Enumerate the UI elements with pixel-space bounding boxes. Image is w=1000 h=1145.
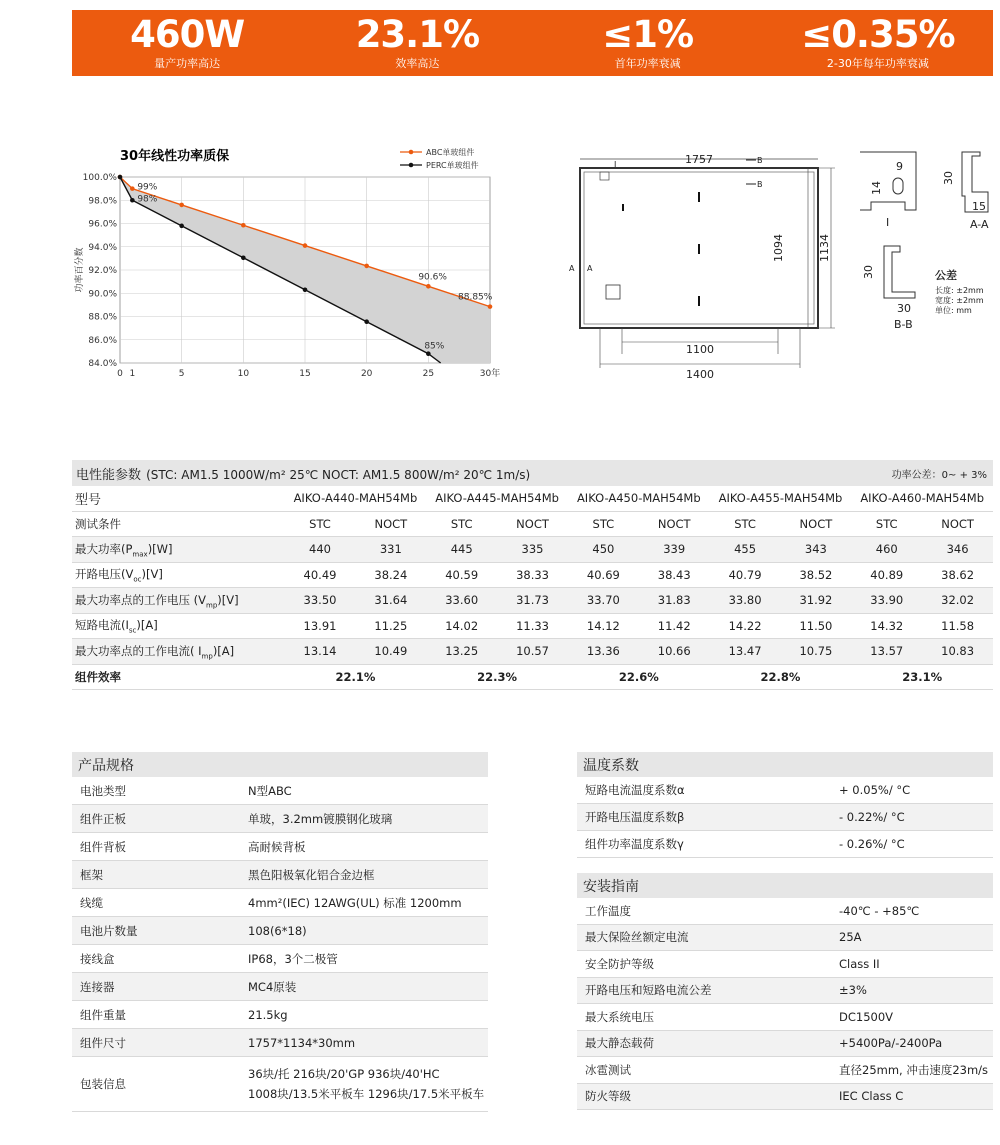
electrical-title: 电性能参数 [76,467,142,483]
data-label: 99% [137,182,158,193]
table-row [72,588,993,614]
table-cell: 38.33 [516,567,549,582]
table-cell: 14.32 [870,618,904,633]
dim-bb-30w: 30 [897,302,911,315]
series-point-0 [130,186,135,191]
series-point-1 [118,175,123,180]
x-tick-label: 0 [117,369,123,379]
install-key: 安全防护等级 [585,956,654,971]
cond-stc: STC [734,516,756,531]
power-tolerance: 功率公差：0~ + 3% [891,469,987,481]
series-point-1 [364,319,369,324]
y-tick-label: 88.0% [88,312,117,323]
dim-inner-height: 1094 [772,234,785,262]
spec-value-line: 108(6*18) [248,923,307,938]
series-point-1 [130,198,135,203]
stat-annual-degradation [763,10,993,76]
temperature-table [577,752,993,858]
section-title: 安装指南 [577,873,993,898]
electrical-rows [72,537,993,665]
cond-noct: NOCT [374,516,408,531]
spec-key: 电池类型 [80,783,126,798]
install-key: 冰雹测试 [585,1062,631,1077]
section-a-label: A [587,264,593,273]
row-label: 最大功率点的工作电流( $I_{mp})[A]$ [75,643,235,660]
temp-row [577,804,993,831]
install-row [577,925,993,952]
efficiency-value: 22.1% [335,669,376,684]
spec-row [72,1001,488,1029]
spec-value-line: 21.5kg [248,1007,288,1022]
cond-noct: NOCT [799,516,833,531]
spec-key: 组件正板 [80,811,126,826]
spec-rows [72,777,488,1112]
table-cell: 31.73 [516,593,549,608]
spec-row [72,1029,488,1057]
dim-height: 1134 [818,234,831,262]
table-cell: 31.83 [657,593,691,608]
temp-value: + 0.05%/ °C [839,783,911,797]
spec-value [248,809,488,829]
dim-width: 1757 [685,153,713,166]
legend-marker [409,163,414,168]
spec-key: 连接器 [80,979,115,994]
install-value: ±3% [839,983,867,998]
temp-rows [577,777,993,858]
row-label: 短路电流$(I_{sc})[A]$ [75,618,158,635]
table-row [72,537,993,563]
dim-i-14: 14 [870,181,883,195]
tolerance-width: 宽度: ±2mm [935,296,984,305]
cond-noct: NOCT [516,516,549,531]
install-key: 防火等级 [585,1089,631,1104]
x-tick-label: 25 [422,369,435,379]
stat-label: 首年功率衰减 [614,57,681,70]
row-label-subscript: mp [206,600,218,609]
temp-row [577,777,993,804]
spec-value-line: 36块/托 216块/20'GP 936块/40'HC [248,1067,440,1081]
series-point-0 [488,304,493,309]
row-label: 型号 [75,492,102,508]
stat-value: ≤0.35% [801,13,955,56]
table-cell: 40.69 [586,567,620,582]
section-bb-name: B-B [894,318,913,331]
mount-slot [698,296,700,306]
cond-stc: STC [875,516,898,531]
table-cell: 33.50 [303,593,337,608]
install-value: DC1500V [839,1009,894,1024]
electrical-header [72,460,993,486]
section-bb-drawing [884,246,915,298]
spec-value-line: MC4原装 [248,979,297,994]
efficiency-value: 22.8% [760,669,801,684]
spec-value-line: IP68，3个二极管 [248,951,338,966]
row-label-subscript: sc [128,626,137,635]
row-label: 最大功率点的工作电压 $(V_{mp})[V]$ [75,592,239,609]
spec-key: 组件重量 [80,1007,126,1022]
table-row-efficiency [72,665,993,691]
section-title: 温度系数 [577,752,993,777]
series-point-0 [364,264,369,269]
spec-value [248,865,488,885]
data-label: 98% [137,194,158,205]
install-row [577,1031,993,1058]
table-cell: 10.57 [516,644,549,659]
warranty-chart [60,140,520,390]
row-label: 最大功率$(P_{max})[W]$ [75,541,173,558]
mount-slot [698,244,700,254]
stat-value: 23.1% [355,13,480,56]
table-cell: 31.64 [374,593,408,608]
table-cell: 450 [592,542,615,557]
table-cell: 31.92 [799,593,833,608]
spec-row [72,945,488,973]
series-point-1 [179,224,184,229]
module-drawing-svg [560,140,1000,390]
spec-value [248,837,488,857]
spec-row [72,861,488,889]
spec-row [72,777,488,805]
chart-title: 30年线性功率质保 [120,149,230,164]
spec-key: 框架 [80,867,103,882]
temp-value: - 0.22%/ °C [839,810,905,824]
table-cell: 38.62 [941,567,975,582]
stat-first-year-degradation [533,10,763,76]
table-cell: 460 [875,542,898,557]
table-cell: 38.24 [374,567,408,582]
electrical-title-group [76,464,530,483]
dim-mount-width: 1400 [686,368,714,381]
spec-row [72,805,488,833]
table-cell: 13.47 [728,644,762,659]
table-row [72,563,993,589]
spec-value [248,921,488,941]
spec-value [248,977,488,997]
table-cell: 10.75 [799,644,833,659]
install-row [577,898,993,925]
temp-key: 短路电流温度系数α [585,783,685,797]
row-label: 组件效率 [75,669,121,684]
table-cell: 11.50 [799,618,833,633]
install-row [577,1057,993,1084]
table-cell: 455 [734,542,757,557]
cond-noct: NOCT [657,516,691,531]
row-label: 开路电压$(V_{oc})[V]$ [75,567,163,584]
temp-row [577,831,993,858]
table-cell: 10.66 [657,644,691,659]
y-tick-label: 96.0% [88,219,117,230]
cond-noct: NOCT [941,516,974,531]
series-point-0 [426,284,431,289]
table-cell: 343 [804,542,827,557]
efficiency-value: 23.1% [902,669,943,684]
mount-slot [622,204,624,211]
spec-row [72,889,488,917]
spec-row [72,833,488,861]
table-cell: 40.49 [303,567,337,582]
y-tick-label: 94.0% [88,242,117,253]
spec-value-line: 黑色阳极氧化铝合金边框 [248,867,375,882]
table-row [72,639,993,665]
table-cell: 33.90 [870,593,904,608]
install-row [577,951,993,978]
install-value: 直径25mm, 冲击速度23m/s [839,1062,989,1077]
spec-key: 组件尺寸 [80,1035,126,1050]
table-cell: 11.33 [516,618,549,633]
spec-row [72,917,488,945]
x-tick-label: 5 [178,369,185,379]
dim-i-9: 9 [896,160,903,173]
series-point-1 [241,255,246,260]
dim-bb-30h: 30 [862,265,875,279]
table-cell: 445 [450,542,473,557]
y-tick-label: 90.0% [88,289,117,300]
spec-value-line: N型ABC [248,783,292,798]
install-table [577,873,993,1110]
stat-label: 量产功率高达 [154,57,221,70]
install-rows [577,898,993,1110]
section-b-label: B [757,180,763,189]
x-tick-label: 30年 [479,369,501,379]
dim-holes-width: 1100 [686,343,714,356]
y-tick-label: 92.0% [88,266,117,276]
series-point-0 [241,223,246,228]
y-tick-label: 100.0% [82,173,117,183]
spec-key: 线缆 [80,895,103,910]
table-cell: 14.22 [728,618,762,633]
install-value: 25A [839,930,862,945]
table-cell: 32.02 [941,593,975,608]
series-point-0 [179,203,184,208]
legend-label: PERC单玻组件 [426,161,479,170]
data-label: 90.6% [418,272,447,283]
detail-i-box [600,172,609,180]
legend-marker [409,150,414,155]
tolerance-title: 公差 [935,269,957,282]
table-cell: 40.79 [728,567,762,582]
spec-row [72,1057,488,1112]
y-tick-label: 84.0% [88,359,117,369]
y-tick-label: 98.0% [88,196,117,207]
model-name: AIKO-A445-MAH54Mb [435,491,559,506]
install-row [577,1084,993,1111]
section-a-label: A [569,264,575,273]
dim-aa-30: 30 [942,171,955,185]
module-drawing [560,140,1000,390]
table-cell: 38.52 [799,567,833,582]
table-cell: 13.25 [445,644,479,659]
install-key: 最大静态载荷 [585,1036,654,1051]
legend-label: ABC单玻组件 [426,148,475,157]
table-cell: 38.43 [657,567,691,582]
table-row-test [72,512,993,538]
install-key: 最大系统电压 [585,1009,654,1024]
electrical-conditions: (STC: AM1.5 1000W/m² 25℃ NOCT: AM1.5 800W/m² 20℃ 1m/s) [146,467,531,482]
spec-row [72,973,488,1001]
y-tick-label: 86.0% [88,335,117,346]
mount-slot [698,192,700,202]
table-cell: 335 [521,542,544,557]
spec-value-line: 4mm²(IEC) 12AWG(UL) 标准 1200mm [248,895,462,910]
x-tick-label: 1 [129,369,136,379]
detail-i-name: I [886,216,890,229]
install-key: 工作温度 [585,903,631,918]
series-point-1 [303,287,308,292]
temp-key: 组件功率温度系数γ [585,837,684,851]
spec-key: 电池片数量 [80,923,138,938]
spec-value [248,949,488,969]
data-label: 88.85% [458,292,493,303]
cond-stc: STC [592,516,615,531]
table-cell: 346 [946,542,969,557]
detail-i-label: I [614,160,617,169]
temp-key: 开路电压温度系数β [585,810,685,824]
table-cell: 33.70 [586,593,620,608]
spec-value-line: 单玻，3.2mm镀膜钢化玻璃 [248,811,393,826]
stat-label: 2-30年每年功率衰减 [826,57,929,70]
efficiency-value: 22.3% [477,669,518,684]
spec-value [248,893,488,913]
efficiency-value: 22.6% [618,669,659,684]
table-cell: 11.25 [374,618,408,633]
series-point-0 [303,243,308,248]
tolerance-length: 长度: ±2mm [935,286,984,295]
install-row [577,978,993,1005]
stat-value: ≤1% [602,13,694,56]
series-point-1 [426,351,431,356]
temp-value: - 0.26%/ °C [839,837,905,851]
spec-key: 包装信息 [80,1077,126,1091]
install-value: IEC Class C [839,1089,904,1104]
table-row-model [72,486,993,512]
table-cell: 11.42 [657,618,691,633]
table-cell: 13.14 [303,644,337,659]
table-cell: 13.91 [303,618,337,633]
model-name: AIKO-A455-MAH54Mb [718,491,843,506]
table-cell: 33.60 [445,593,479,608]
section-b-label: B [757,156,763,165]
stat-label: 效率高达 [395,57,440,70]
table-cell: 13.36 [586,644,620,659]
install-value: Class II [839,956,880,971]
spec-value-line: 1008块/13.5米平板车 1296块/17.5米平板车 [248,1087,485,1101]
spec-value [248,781,488,801]
row-label-subscript: oc [133,575,142,584]
cond-stc: STC [450,516,473,531]
table-cell: 10.83 [941,644,975,659]
cond-stc: STC [309,516,331,531]
model-name: AIKO-A460-MAH54Mb [860,491,985,506]
table-cell: 33.80 [728,593,762,608]
table-cell: 14.12 [586,618,620,633]
label-plate [606,285,620,299]
spec-key: 组件背板 [80,839,126,854]
stat-efficiency [302,10,532,76]
table-cell: 339 [663,542,686,557]
spec-value-line: 高耐候背板 [248,839,306,854]
x-tick-label: 20 [360,369,373,379]
table-cell: 40.89 [870,567,904,582]
spec-key: 接线盒 [80,951,115,966]
stat-power [72,10,302,76]
highlights-banner [72,10,993,76]
stat-value: 460W [130,13,245,56]
table-cell: 440 [309,542,331,557]
y-axis-label: 功率百分数 [75,247,85,293]
warranty-chart-svg [60,140,520,390]
table-cell: 331 [379,542,402,557]
electrical-table [72,460,993,690]
install-value: -40℃ - +85℃ [839,903,920,918]
spec-value [248,1005,488,1025]
spec-value-line: 1757*1134*30mm [248,1035,356,1050]
spec-value [248,1064,488,1104]
table-cell: 14.02 [445,618,479,633]
install-row [577,1004,993,1031]
model-name: AIKO-A450-MAH54Mb [576,491,701,506]
install-key: 最大保险丝额定电流 [585,930,689,945]
dim-aa-15: 15 [972,200,986,213]
product-spec-table [72,752,488,1112]
row-label: 测试条件 [75,516,121,531]
row-label-subscript: max [132,549,148,558]
spec-value [248,1033,488,1053]
model-name: AIKO-A440-MAH54Mb [293,491,418,506]
table-row [72,614,993,640]
install-value: +5400Pa/-2400Pa [839,1036,943,1051]
section-aa-name: A-A [970,218,989,231]
data-label: 85% [424,341,445,352]
x-tick-label: 10 [237,369,250,379]
table-cell: 13.57 [870,644,904,659]
detail-i-slot [893,178,903,194]
row-label-subscript: mp [201,651,213,660]
table-cell: 11.58 [941,618,975,633]
detail-i-drawing [860,152,916,210]
table-cell: 10.49 [374,644,408,659]
x-tick-label: 15 [299,369,311,379]
table-cell: 40.59 [445,567,479,582]
section-title: 产品规格 [72,752,488,777]
tolerance-unit: 单位: mm [935,306,972,315]
install-key: 开路电压和短路电流公差 [585,983,712,998]
